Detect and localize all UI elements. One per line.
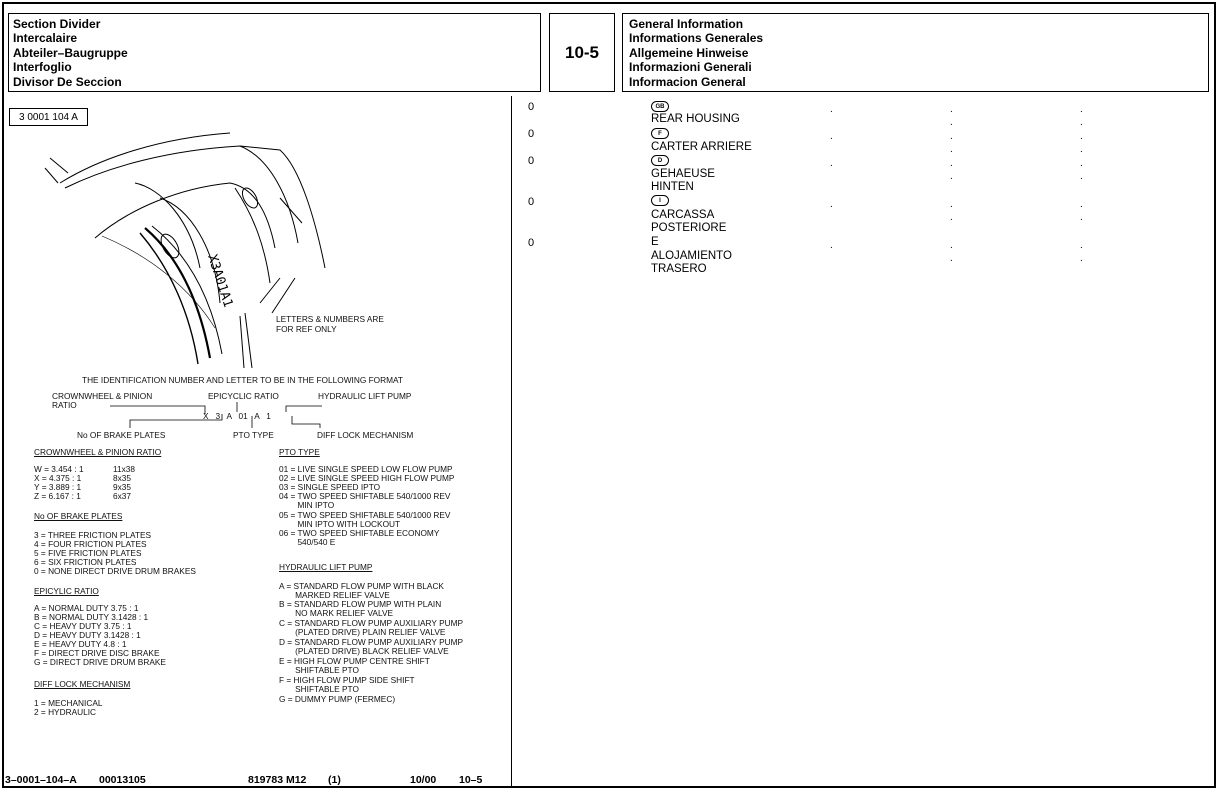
crown-teeth: 9x35 <box>113 482 131 492</box>
column-dot: . <box>950 117 953 128</box>
hydraulic-row: G = DUMMY PUMP (FERMEC) <box>279 694 396 704</box>
column-dot: . <box>950 253 953 264</box>
epicyclic-row: C = HEAVY DUTY 3.75 : 1 <box>34 621 132 631</box>
column-dot: . <box>950 158 953 169</box>
hydraulic-row: (PLATED DRIVE) BLACK RELIEF VALVE <box>279 646 449 656</box>
column-dot: . <box>950 144 953 155</box>
column-dot: . <box>830 131 833 142</box>
info-line: Informations Generales <box>629 31 764 46</box>
description-line: GEHAEUSE <box>651 168 715 180</box>
section-line: Abteiler–Baugruppe <box>13 45 128 60</box>
footer-ref: 3–0001–104–A <box>5 774 77 786</box>
column-dot: . <box>830 240 833 251</box>
format-pto-label: PTO TYPE <box>233 430 274 440</box>
diff-lock-row: 1 = MECHANICAL <box>34 698 103 708</box>
item-quantity: 0 <box>528 196 535 208</box>
format-hydraulic-label: HYDRAULIC LIFT PUMP <box>318 391 412 401</box>
ref-note-line-1: LETTERS & NUMBERS ARE <box>276 314 384 324</box>
column-dot: . <box>830 199 833 210</box>
brake-row: 3 = THREE FRICTION PLATES <box>34 530 152 540</box>
description-line: POSTERIORE <box>651 222 727 234</box>
section-line: Section Divider <box>13 17 101 31</box>
info-line: Allgemeine Hinweise <box>629 45 749 60</box>
column-dot: . <box>1080 171 1083 182</box>
hydraulic-row: MARKED RELIEF VALVE <box>279 590 390 600</box>
crown-ratio: X = 4.375 : 1 <box>34 473 82 483</box>
description-line: HINTEN <box>651 181 694 193</box>
section-line: Intercalaire <box>13 31 78 46</box>
panel-divider <box>511 96 512 788</box>
footer-date: 10/00 <box>410 774 437 786</box>
format-diff-label: DIFF LOCK MECHANISM <box>317 430 414 440</box>
pto-row: 04 = TWO SPEED SHIFTABLE 540/1000 REV <box>279 491 451 501</box>
column-dot: . <box>1080 158 1083 169</box>
column-dot: . <box>830 158 833 169</box>
column-dot: . <box>830 104 833 115</box>
brake-row: 4 = FOUR FRICTION PLATES <box>34 539 147 549</box>
column-dot: . <box>1080 240 1083 251</box>
epicyclic-row: G = DIRECT DRIVE DRUM BRAKE <box>34 657 166 667</box>
format-connectors <box>50 398 450 430</box>
epicyclic-row: F = DIRECT DRIVE DISC BRAKE <box>34 648 160 658</box>
section-divider-box <box>8 13 541 92</box>
hydraulic-row: F = HIGH FLOW PUMP SIDE SHIFT <box>279 675 415 685</box>
column-dot: . <box>1080 199 1083 210</box>
crownwheel-heading: CROWNWHEEL & PINION RATIO <box>34 447 162 457</box>
description-line: E <box>651 236 659 248</box>
format-title: THE IDENTIFICATION NUMBER AND LETTER TO BE IN THE FOLLOWING FORMAT <box>82 375 403 385</box>
diff-lock-heading: DIFF LOCK MECHANISM <box>34 679 131 689</box>
column-dot: . <box>1080 104 1083 115</box>
footer-number: 00013105 <box>99 774 146 786</box>
pto-row: 02 = LIVE SINGLE SPEED HIGH FLOW PUMP <box>279 473 455 483</box>
item-quantity: 0 <box>528 101 535 113</box>
epicyclic-row: B = NORMAL DUTY 3.1428 : 1 <box>34 612 149 622</box>
language-badge-i-icon: I <box>651 195 669 206</box>
hydraulic-row: SHIFTABLE PTO <box>279 665 359 675</box>
column-dot: . <box>950 240 953 251</box>
column-dot: . <box>950 131 953 142</box>
format-ratio-label: RATIO <box>52 400 77 410</box>
crown-teeth: 6x37 <box>113 491 131 501</box>
column-dot: . <box>1080 212 1083 223</box>
epicyclic-heading: EPICYLIC RATIO <box>34 586 99 596</box>
column-dot: . <box>950 171 953 182</box>
description-line: ALOJAMIENTO <box>651 250 732 262</box>
section-code: 10-5 <box>549 13 615 92</box>
description-line: TRASERO <box>651 263 707 275</box>
crown-ratio: Y = 3.889 : 1 <box>34 482 82 492</box>
crown-teeth: 8x35 <box>113 473 131 483</box>
info-line: General Information <box>629 17 744 31</box>
brake-row: 0 = NONE DIRECT DRIVE DRUM BRAKES <box>34 566 196 576</box>
pto-row: 06 = TWO SPEED SHIFTABLE ECONOMY <box>279 528 440 538</box>
pto-row: 05 = TWO SPEED SHIFTABLE 540/1000 REV <box>279 510 451 520</box>
hydraulic-row: E = HIGH FLOW PUMP CENTRE SHIFT <box>279 656 430 666</box>
hydraulic-row: C = STANDARD FLOW PUMP AUXILIARY PUMP <box>279 618 464 628</box>
ref-note-line-2: FOR REF ONLY <box>276 324 337 334</box>
format-code: X 3 A 01 A 1 <box>203 411 271 421</box>
info-line: Informacion General <box>629 74 746 89</box>
hydraulic-heading: HYDRAULIC LIFT PUMP <box>279 562 373 572</box>
hydraulic-row: SHIFTABLE PTO <box>279 684 359 694</box>
column-dot: . <box>1080 117 1083 128</box>
casting-mark: X3A01A1 <box>204 252 236 310</box>
section-line: Interfoglio <box>13 60 72 75</box>
column-dot: . <box>950 199 953 210</box>
general-info-box <box>622 13 1209 92</box>
description-line: CARCASSA <box>651 209 715 221</box>
description-line: REAR HOUSING <box>651 113 740 125</box>
crown-ratio: Z = 6.167 : 1 <box>34 491 81 501</box>
pto-heading: PTO TYPE <box>279 447 320 457</box>
language-badge-gb-icon: GB <box>651 101 669 112</box>
brake-row: 6 = SIX FRICTION PLATES <box>34 557 137 567</box>
hydraulic-row: A = STANDARD FLOW PUMP WITH BLACK <box>279 581 444 591</box>
pto-row: 540/540 E <box>279 537 336 547</box>
hydraulic-row: D = STANDARD FLOW PUMP AUXILIARY PUMP <box>279 637 464 647</box>
column-dot: . <box>950 212 953 223</box>
epicyclic-row: A = NORMAL DUTY 3.75 : 1 <box>34 603 139 613</box>
description-line: CARTER ARRIERE <box>651 141 752 153</box>
column-dot: . <box>1080 253 1083 264</box>
pto-row: MIN IPTO WITH LOCKOUT <box>279 519 401 529</box>
part-number-box: 3 0001 104 A <box>9 108 88 126</box>
item-quantity: 0 <box>528 237 535 249</box>
pto-row: 01 = LIVE SINGLE SPEED LOW FLOW PUMP <box>279 464 453 474</box>
brake-plates-heading: No OF BRAKE PLATES <box>34 511 123 521</box>
column-dot: . <box>1080 144 1083 155</box>
hydraulic-row: (PLATED DRIVE) PLAIN RELIEF VALVE <box>279 627 446 637</box>
section-line: Divisor De Seccion <box>13 74 122 89</box>
hydraulic-row: NO MARK RELIEF VALVE <box>279 608 394 618</box>
epicyclic-row: E = HEAVY DUTY 4.8 : 1 <box>34 639 127 649</box>
diff-lock-row: 2 = HYDRAULIC <box>34 707 97 717</box>
crown-ratio: W = 3.454 : 1 <box>34 464 84 474</box>
language-badge-d-icon: D <box>651 155 669 166</box>
item-quantity: 0 <box>528 128 535 140</box>
format-epicyclic-label: EPICYCLIC RATIO <box>208 391 279 401</box>
page-frame <box>2 2 1216 788</box>
pto-row: MIN IPTO <box>279 500 335 510</box>
footer-model: 819783 M12 <box>248 774 307 786</box>
column-dot: . <box>1080 131 1083 142</box>
language-badge-f-icon: F <box>651 128 669 139</box>
format-brake-label: No OF BRAKE PLATES <box>77 430 166 440</box>
info-line: Informazioni Generali <box>629 60 752 75</box>
crown-teeth: 11x38 <box>113 464 135 474</box>
brake-row: 5 = FIVE FRICTION PLATES <box>34 548 142 558</box>
rear-housing-drawing <box>40 128 480 373</box>
hydraulic-row: B = STANDARD FLOW PUMP WITH PLAIN <box>279 599 442 609</box>
column-dot: . <box>950 104 953 115</box>
epicyclic-row: D = HEAVY DUTY 3.1428 : 1 <box>34 630 141 640</box>
pto-row: 03 = SINGLE SPEED IPTO <box>279 482 381 492</box>
footer-code: 10–5 <box>459 774 483 786</box>
item-quantity: 0 <box>528 155 535 167</box>
footer-paren: (1) <box>328 774 341 786</box>
format-crownwheel-label: CROWNWHEEL & PINION <box>52 391 153 401</box>
